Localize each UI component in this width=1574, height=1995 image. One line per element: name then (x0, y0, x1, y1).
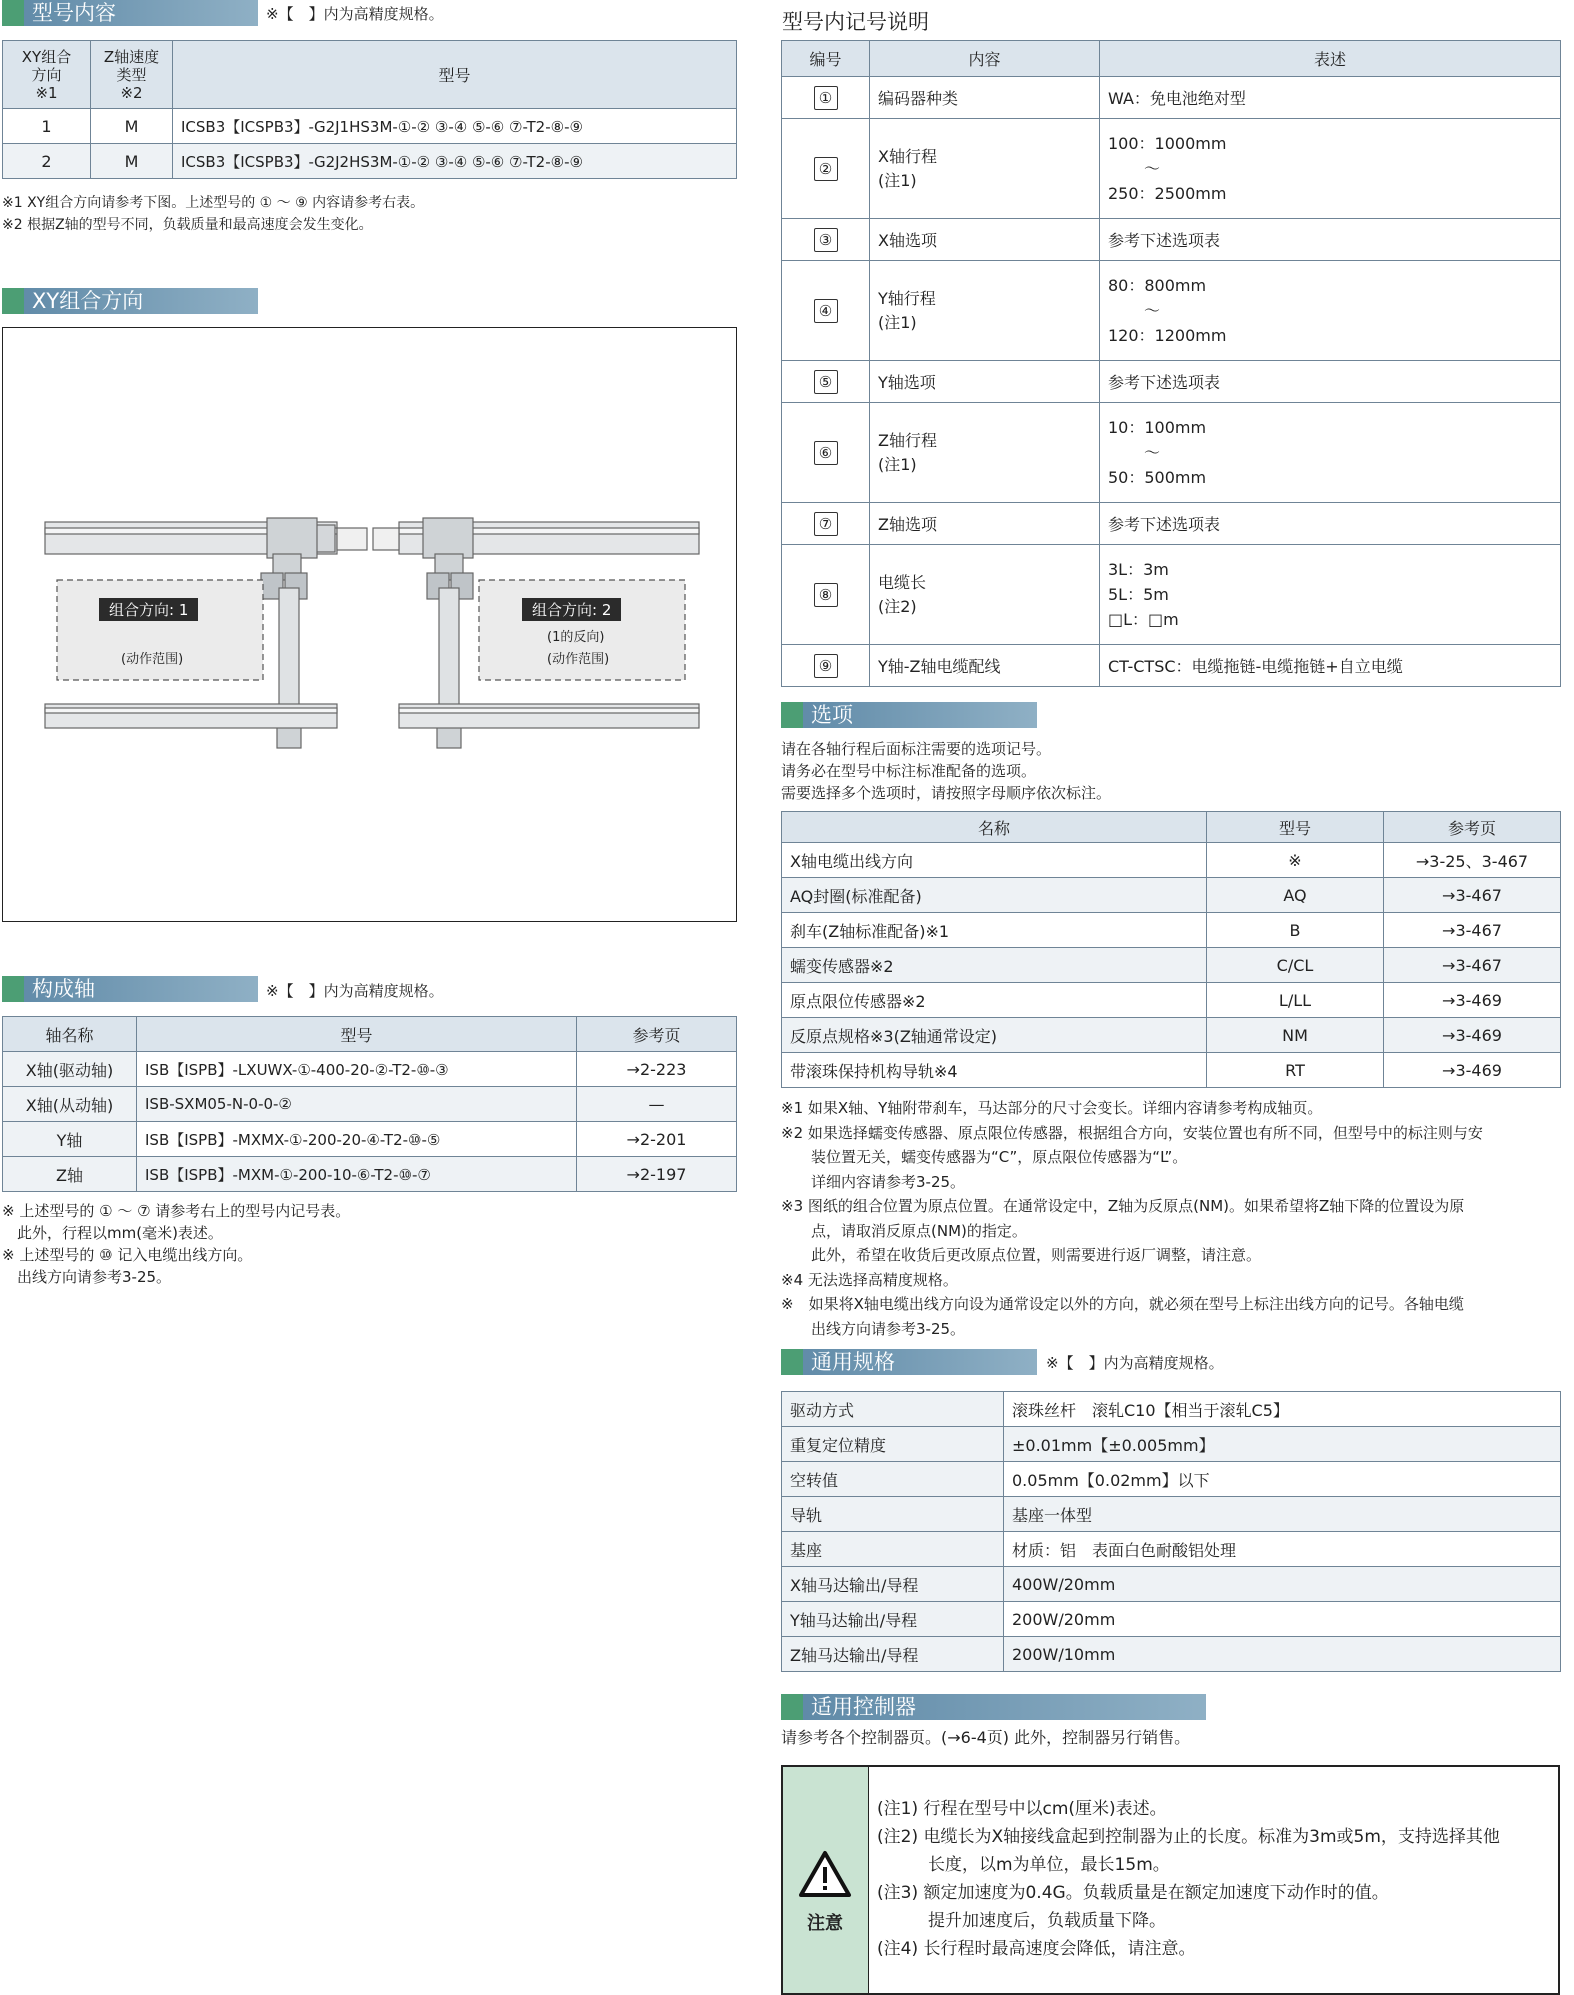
axes-row-name: Z轴 (3, 1157, 137, 1192)
row2-speed: M (91, 144, 173, 179)
section-title-symbols: 型号内记号说明 (782, 10, 929, 34)
symbol-number: ④ (814, 299, 838, 323)
options-note-line: 详细内容请参考3-25。 (781, 1172, 966, 1191)
caution-sidebar (783, 1767, 869, 1993)
option-code: NM (1207, 1018, 1384, 1053)
axes-header-name: 轴名称 (3, 1017, 137, 1052)
option-page: →3-469 (1384, 983, 1561, 1018)
options-note-line: ※1 如果X轴、Y轴附带刹车，马达部分的尺寸会变长。详细内容请参考构成轴页。 (781, 1099, 1323, 1117)
options-note-line: ※3 图纸的组合位置为原点位置。在通常设定中，Z轴为反原点(NM)。如果希望将Z轴下降的位置设为原 (781, 1197, 1465, 1215)
axes-note-line: ※ 上述型号的 ① ～ ⑦ 请参考右上的型号内记号表。 (2, 1202, 351, 1220)
options-notes (781, 1096, 1571, 1341)
axes-header-page: 参考页 (577, 1017, 737, 1052)
spec-value: 200W/20mm (1004, 1602, 1561, 1637)
assembly-1-label: 组合方向: 1 (99, 598, 198, 621)
symbols-header-desc: 表述 (1100, 41, 1561, 77)
axes-row-page: →2-201 (577, 1122, 737, 1157)
section-title-controller: 适用控制器 (781, 1694, 1206, 1720)
axes-note-line: 出线方向请参考3-25。 (2, 1268, 172, 1286)
axes-row-name: X轴(驱动轴) (3, 1052, 137, 1087)
caution-line: (注4) 长行程时最高速度会降低，请注意。 (877, 1939, 1196, 1959)
axes-table (2, 1016, 737, 1192)
section-title-model-content: 型号内容 (2, 0, 258, 26)
option-code: B (1207, 913, 1384, 948)
spec-label: X轴马达输出/导程 (782, 1567, 1004, 1602)
caution-line: 长度，以m为单位，最长15m。 (877, 1855, 1170, 1875)
row1-speed: M (91, 109, 173, 144)
symbol-content: X轴行程 (注1) (870, 119, 1100, 219)
axes-row-model: ISB【ISPB】-LXUWX-①-400-20-②-T2-⑩-③ (137, 1052, 577, 1087)
option-name: 原点限位传感器※2 (782, 983, 1207, 1018)
spec-label: 基座 (782, 1532, 1004, 1567)
option-page: →3-469 (1384, 1018, 1561, 1053)
option-page: →3-469 (1384, 1053, 1561, 1088)
xy-direction-figure (2, 327, 737, 922)
symbol-desc: WA：免电池绝对型 (1100, 77, 1561, 119)
symbol-number: ⑤ (814, 370, 838, 394)
caution-line: 提升加速度后，负载质量下降。 (877, 1911, 1166, 1931)
symbols-header-content: 内容 (870, 41, 1100, 77)
caution-line: (注1) 行程在型号中以cm(厘米)表述。 (877, 1799, 1167, 1819)
symbol-content: Y轴选项 (870, 361, 1100, 403)
axes-header-model: 型号 (137, 1017, 577, 1052)
options-note-line: ※2 如果选择蠕变传感器、原点限位传感器，根据组合方向，安装位置也有所不同，但型号中的标注则与安 (781, 1123, 1483, 1142)
axes-row-name: X轴(从动轴) (3, 1087, 137, 1122)
axes-row-model: ISB【ISPB】-MXM-①-200-10-⑥-T2-⑩-⑦ (137, 1157, 577, 1192)
model-note-2: ※2 根据Z轴的型号不同，负载质量和最高速度会发生变化。 (2, 217, 373, 233)
symbol-content: X轴选项 (870, 219, 1100, 261)
options-intro-line: 需要选择多个选项时，请按照字母顺序依次标注。 (781, 784, 1112, 802)
row1-model: ICSB3【ICSPB3】-G2J1HS3M-①-② ③-④ ⑤-⑥ ⑦-T2-⑧-⑨ (173, 109, 737, 144)
symbols-header-no: 编号 (782, 41, 870, 77)
assembly-1-range-label: (动作范围) (121, 652, 184, 667)
model-content-notes (2, 192, 742, 236)
assembly-2-label: 组合方向: 2 (522, 598, 621, 621)
warning-icon (783, 1847, 867, 1907)
spec-value: ±0.01mm【±0.005mm】 (1004, 1427, 1561, 1462)
symbol-number: ① (814, 86, 838, 110)
section-title-xy-direction: XY组合方向 (2, 288, 258, 314)
caution-label: 注意 (807, 1913, 843, 1934)
spec-value: 滚珠丝杆 滚轧C10【相当于滚轧C5】 (1004, 1392, 1561, 1427)
symbol-content: 电缆长 (注2) (870, 545, 1100, 645)
symbol-number: ⑧ (814, 583, 838, 607)
options-table (781, 811, 1561, 1088)
options-header-name: 名称 (782, 812, 1207, 843)
options-intro-line: 请在各轴行程后面标注需要的选项记号。 (781, 740, 1052, 758)
section-title-specs: 通用规格 (781, 1349, 1037, 1375)
header-model: 型号 (173, 41, 737, 109)
spec-label: Z轴马达输出/导程 (782, 1637, 1004, 1672)
option-name: 带滚珠保持机构导轨※4 (782, 1053, 1207, 1088)
assembly-2-range-label: (动作范围) (547, 652, 610, 667)
option-name: 反原点规格※3(Z轴通常设定) (782, 1018, 1207, 1053)
axes-note: ※【 】内为高精度规格。 (266, 982, 444, 1000)
axes-row-page: →2-197 (577, 1157, 737, 1192)
options-header-page: 参考页 (1384, 812, 1561, 843)
option-name: 蠕变传感器※2 (782, 948, 1207, 983)
options-note-line: 点，请取消反原点(NM)的指定。 (781, 1221, 1027, 1240)
options-header-code: 型号 (1207, 812, 1384, 843)
axes-note-line: 此外，行程以mm(毫米)表述。 (2, 1224, 223, 1242)
symbol-number: ⑨ (814, 654, 838, 678)
assembly-2-reverse-label: (1的反向) (547, 630, 605, 645)
specs-note: ※【 】内为高精度规格。 (1046, 1354, 1224, 1372)
caution-box (781, 1765, 1560, 1995)
row2-direction: 2 (3, 144, 91, 179)
symbol-desc: 参考下述选项表 (1100, 219, 1561, 261)
model-content-note: ※【 】内为高精度规格。 (266, 5, 444, 23)
option-page: →3-467 (1384, 878, 1561, 913)
axes-row-model: ISB-SXM05-N-0-0-② (137, 1087, 577, 1122)
options-note-line: ※4 无法选择高精度规格。 (781, 1270, 958, 1289)
spec-label: 空转值 (782, 1462, 1004, 1497)
xy-direction-drawing (3, 328, 735, 920)
symbol-number: ⑦ (814, 512, 838, 536)
options-note-line: ※ 如果将X轴电缆出线方向设为通常设定以外的方向，就必须在型号上标注出线方向的记号。各轴电缆 (781, 1295, 1464, 1313)
symbol-desc: 参考下述选项表 (1100, 503, 1561, 545)
option-name: 刹车(Z轴标准配备)※1 (782, 913, 1207, 948)
header-xy-direction: XY组合 方向 ※1 (3, 41, 91, 109)
option-code: C/CL (1207, 948, 1384, 983)
symbol-content: Y轴-Z轴电缆配线 (870, 645, 1100, 687)
symbol-desc: CT-CTSC：电缆拖链-电缆拖链+自立电缆 (1100, 645, 1561, 687)
symbol-content: 编码器种类 (870, 77, 1100, 119)
axes-row-page: — (577, 1087, 737, 1122)
option-code: RT (1207, 1053, 1384, 1088)
symbol-number: ③ (814, 228, 838, 252)
options-note-line: 装位置无关，蠕变传感器为“C”，原点限位传感器为“L”。 (781, 1148, 1188, 1166)
option-page: →3-467 (1384, 948, 1561, 983)
option-name: X轴电缆出线方向 (782, 843, 1207, 878)
option-page: →3-467 (1384, 913, 1561, 948)
model-note-1: ※1 XY组合方向请参考下图。上述型号的 ① ～ ⑨ 内容请参考右表。 (2, 195, 425, 211)
axes-note-line: ※ 上述型号的 ⑩ 记入电缆出线方向。 (2, 1246, 253, 1264)
option-code: L/LL (1207, 983, 1384, 1018)
option-code: ※ (1207, 843, 1384, 878)
header-z-speed: Z轴速度 类型 ※2 (91, 41, 173, 109)
spec-label: 重复定位精度 (782, 1427, 1004, 1462)
spec-label: 驱动方式 (782, 1392, 1004, 1427)
specs-table (781, 1391, 1561, 1672)
options-note-line: 此外，希望在收货后更改原点位置，则需要进行返厂调整，请注意。 (781, 1246, 1262, 1264)
caution-text (877, 1795, 1557, 1963)
symbol-number: ② (814, 157, 838, 181)
spec-value: 基座一体型 (1004, 1497, 1561, 1532)
axes-row-model: ISB【ISPB】-MXMX-①-200-20-④-T2-⑩-⑤ (137, 1122, 577, 1157)
symbol-content: Z轴行程 (注1) (870, 403, 1100, 503)
options-intro-line: 请务必在型号中标注标准配备的选项。 (781, 762, 1037, 780)
symbol-content: Z轴选项 (870, 503, 1100, 545)
option-page: →3-25、3-467 (1384, 843, 1561, 878)
spec-value: 材质：铝 表面白色耐酸铝处理 (1004, 1532, 1561, 1567)
spec-value: 0.05mm【0.02mm】以下 (1004, 1462, 1561, 1497)
spec-value: 400W/20mm (1004, 1567, 1561, 1602)
option-code: AQ (1207, 878, 1384, 913)
spec-value: 200W/10mm (1004, 1637, 1561, 1672)
model-content-table (2, 40, 737, 179)
section-title-axes: 构成轴 (2, 976, 258, 1002)
symbols-table (781, 40, 1561, 687)
symbol-desc: 80：800mm ～ 120：1200mm (1100, 261, 1561, 361)
symbol-number: ⑥ (814, 441, 838, 465)
axes-notes (2, 1200, 742, 1288)
symbol-desc: 3L：3m 5L：5m □L：□m (1100, 545, 1561, 645)
axes-row-name: Y轴 (3, 1122, 137, 1157)
options-intro (781, 738, 1561, 804)
symbol-desc: 100：1000mm ～ 250：2500mm (1100, 119, 1561, 219)
controller-text: 请参考各个控制器页。(→6-4页) 此外，控制器另行销售。 (781, 1728, 1191, 1747)
caution-line: (注3) 额定加速度为0.4G。负载质量是在额定加速度下动作时的值。 (877, 1883, 1389, 1903)
symbol-desc: 10：100mm ～ 50：500mm (1100, 403, 1561, 503)
row1-direction: 1 (3, 109, 91, 144)
option-name: AQ封圈(标准配备) (782, 878, 1207, 913)
symbol-content: Y轴行程 (注1) (870, 261, 1100, 361)
spec-label: 导轨 (782, 1497, 1004, 1532)
row2-model: ICSB3【ICSPB3】-G2J2HS3M-①-② ③-④ ⑤-⑥ ⑦-T2-⑧-⑨ (173, 144, 737, 179)
caution-line: (注2) 电缆长为X轴接线盒起到控制器为止的长度。标准为3m或5m，支持选择其他 (877, 1827, 1500, 1847)
section-title-options: 选项 (781, 702, 1037, 728)
spec-label: Y轴马达输出/导程 (782, 1602, 1004, 1637)
symbol-desc: 参考下述选项表 (1100, 361, 1561, 403)
options-note-line: 出线方向请参考3-25。 (781, 1319, 966, 1338)
axes-row-page: →2-223 (577, 1052, 737, 1087)
